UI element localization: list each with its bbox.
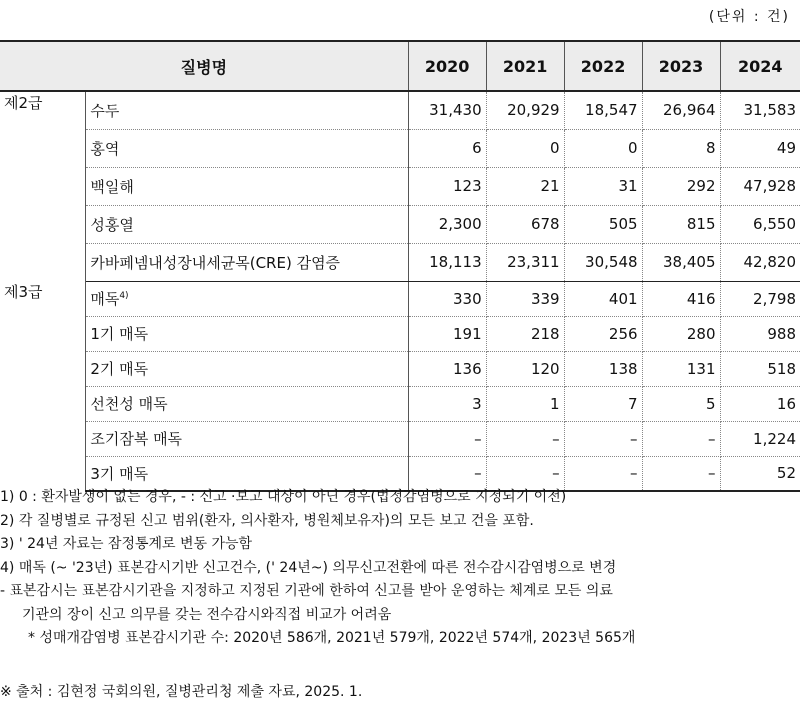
value-cell: 31,583 [720,91,800,129]
value-cell: 416 [642,281,720,316]
value-cell: 505 [564,205,642,243]
value-cell: – [564,421,642,456]
disease-name: 백일해 [86,167,408,205]
value-cell: 1 [486,386,564,421]
value-cell: 136 [408,351,486,386]
value-cell: – [486,456,564,491]
disease-name: 조기잠복 매독 [86,421,408,456]
footnotes [0,486,800,651]
table-row [0,129,800,167]
disease-name: 2기 매독 [86,351,408,386]
value-cell: 47,928 [720,167,800,205]
value-cell: – [564,456,642,491]
table-row [0,91,800,129]
disease-name [86,281,408,316]
header-disease-name: 질병명 [0,41,408,91]
value-cell: – [642,456,720,491]
value-cell: 339 [486,281,564,316]
value-cell: 138 [564,351,642,386]
disease-name-text: 매독 [90,290,120,308]
value-cell: 6 [408,129,486,167]
table-row [0,351,800,386]
grade-cell: 제3급 [0,281,86,491]
footnote: * 성매개감염병 표본감시기관 수: 2020년 586개, 2021년 579개, 2022년 574개, 2023년 565개 [28,630,636,646]
value-cell: 123 [408,167,486,205]
table-row [0,243,800,281]
value-cell: – [642,421,720,456]
value-cell: 292 [642,167,720,205]
header-year: 2024 [720,41,800,91]
value-cell: 330 [408,281,486,316]
value-cell: 6,550 [720,205,800,243]
header-year: 2020 [408,41,486,91]
value-cell: 31,430 [408,91,486,129]
value-cell: 678 [486,205,564,243]
disease-name: 수두 [86,91,408,129]
value-cell: 1,224 [720,421,800,456]
value-cell: 23,311 [486,243,564,281]
table-row [0,386,800,421]
grade-cell: 제2급 [0,91,86,281]
value-cell: 988 [720,316,800,351]
value-cell: 30,548 [564,243,642,281]
value-cell: 20,929 [486,91,564,129]
footnote: 1) 0 : 환자발생이 없는 경우, - : 신고 ·보고 대상이 아닌 경우(법정감염병으로 지정되기 이전) [0,489,567,505]
value-cell: 815 [642,205,720,243]
value-cell: 26,964 [642,91,720,129]
value-cell: – [486,421,564,456]
disease-statistics-table [0,40,800,492]
value-cell: 0 [486,129,564,167]
table-row [0,167,800,205]
value-cell: 16 [720,386,800,421]
header-year: 2023 [642,41,720,91]
footnote: 4) 매독 (~ '23년) 표본감시기반 신고건수, (' 24년~) 의무신고전환에 따른 전수감시감염병으로 변경 [0,559,617,576]
footnote: 2) 각 질병별로 규정된 신고 범위(환자, 의사환자, 병원체보유자)의 모든 보고 건을 포함. [0,512,534,529]
value-cell: 518 [720,351,800,386]
value-cell: 8 [642,129,720,167]
disease-name: 카바페넴내성장내세균목(CRE) 감염증 [86,243,408,281]
value-cell: 38,405 [642,243,720,281]
table-header-row [0,41,800,91]
value-cell: 42,820 [720,243,800,281]
disease-name: 선천성 매독 [86,386,408,421]
value-cell: 191 [408,316,486,351]
disease-name: 1기 매독 [86,316,408,351]
value-cell: 256 [564,316,642,351]
disease-name: 홍역 [86,129,408,167]
header-year: 2021 [486,41,564,91]
value-cell: 120 [486,351,564,386]
unit-label: (단위 : 건) [708,9,790,25]
value-cell: 2,798 [720,281,800,316]
value-cell: 401 [564,281,642,316]
footnote: 3) ' 24년 자료는 잠정통계로 변동 가능함 [0,536,253,552]
table-row [0,281,800,316]
value-cell: 218 [486,316,564,351]
value-cell: 21 [486,167,564,205]
value-cell: – [408,421,486,456]
footnote: - 표본감시는 표본감시기관을 지정하고 지정된 기관에 한하여 신고를 받아 운영하는 체계로 모든 의료 [0,583,613,599]
value-cell: 5 [642,386,720,421]
value-cell: 18,113 [408,243,486,281]
disease-name: 성홍열 [86,205,408,243]
value-cell: 7 [564,386,642,421]
value-cell: 280 [642,316,720,351]
value-cell: 18,547 [564,91,642,129]
value-cell: 3 [408,386,486,421]
table-row [0,205,800,243]
value-cell: 131 [642,351,720,386]
value-cell: 0 [564,129,642,167]
table-row [0,421,800,456]
value-cell: 52 [720,456,800,491]
value-cell: 31 [564,167,642,205]
disease-name: 3기 매독 [86,456,408,491]
table-row [0,316,800,351]
value-cell: 49 [720,129,800,167]
value-cell: – [408,456,486,491]
footnote-marker: 4) [119,291,129,301]
header-year: 2022 [564,41,642,91]
value-cell: 2,300 [408,205,486,243]
footnote: 기관의 장이 신고 의무를 갖는 전수감시와직접 비교가 어려움 [22,606,392,623]
source-note: ※ 출처 : 김현정 국회의원, 질병관리청 제출 자료, 2025. 1. [0,684,363,700]
